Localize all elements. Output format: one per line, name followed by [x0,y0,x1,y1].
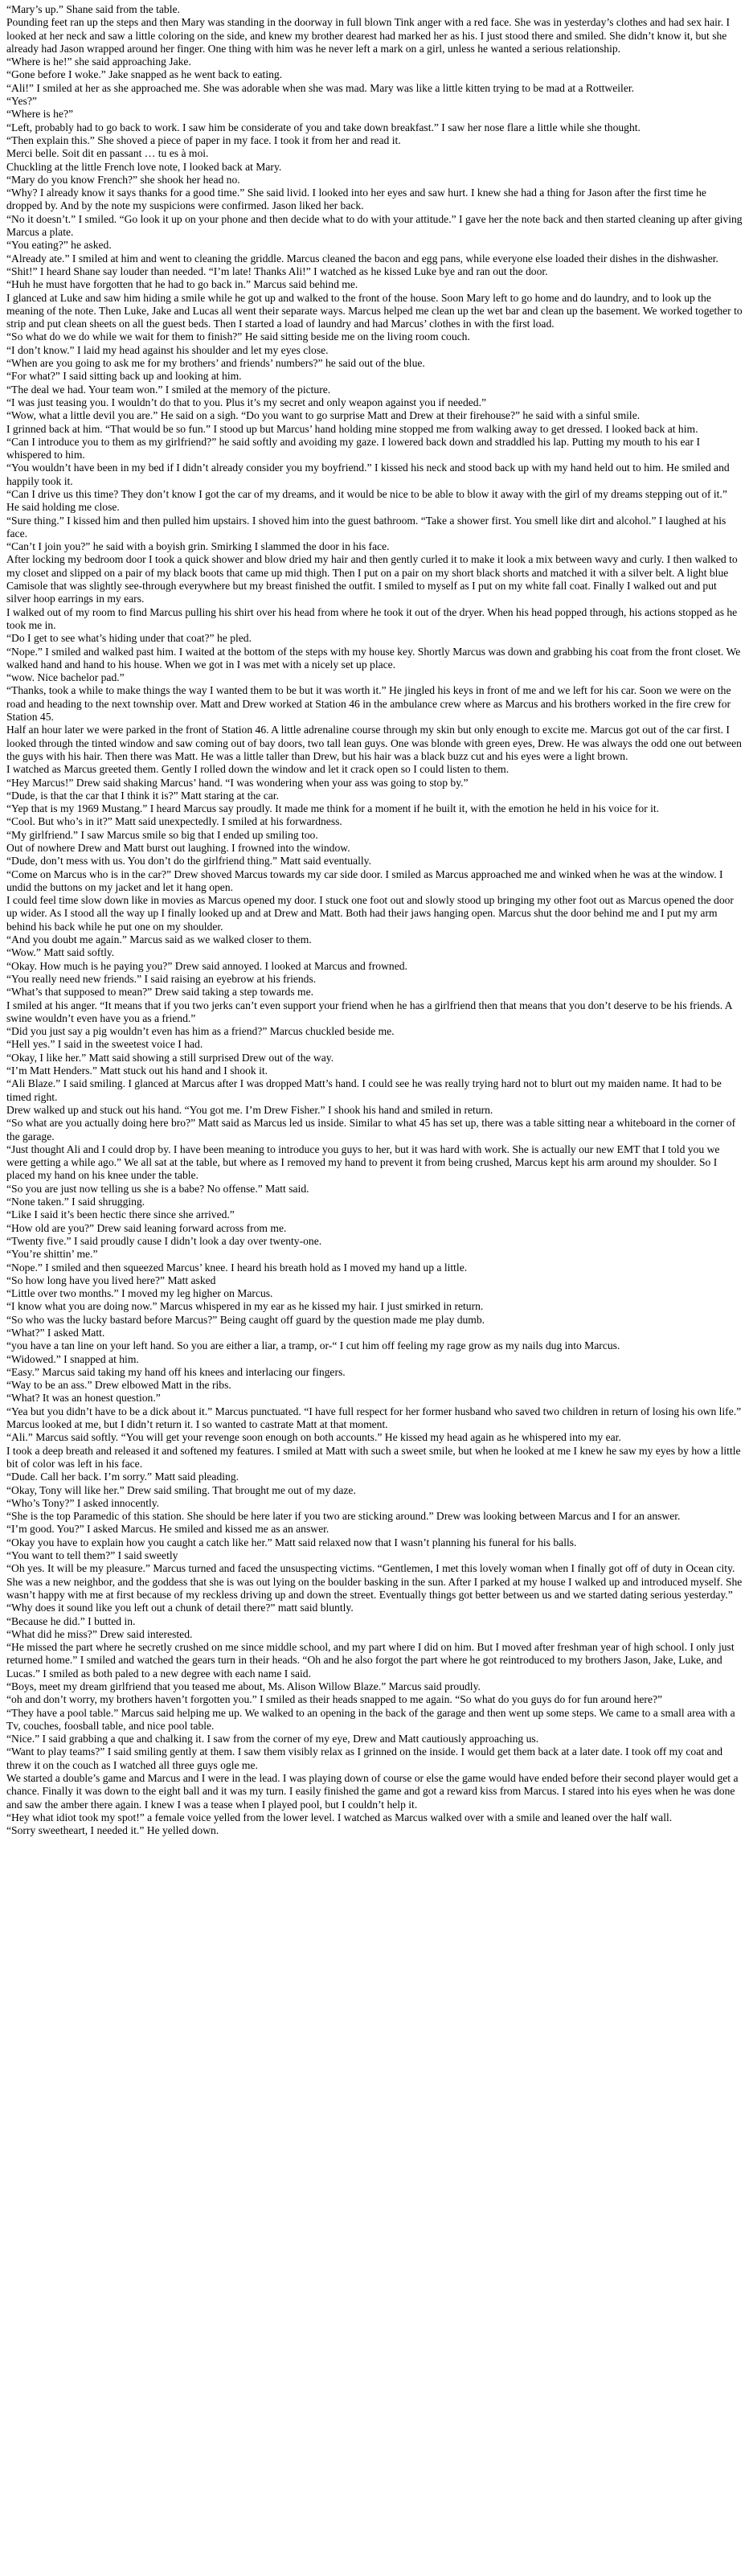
paragraph: “I know what you are doing now.” Marcus whispered in my ear as he kissed my hair. I just smirked in return. [6,1300,484,1313]
paragraph: “Do I get to see what’s hiding under that coat?” he pled. [6,632,252,645]
paragraph: “Mary’s up.” Shane said from the table. [6,3,180,15]
paragraph: “Little over two months.” I moved my leg higher on Marcus. [6,1287,273,1300]
paragraph: “Did you just say a pig wouldn’t even has him as a friend?” Marcus chuckled beside me. [6,1025,395,1038]
paragraph: Drew walked up and stuck out his hand. “You got me. I’m Drew Fisher.” I shook his hand and smiled in return. [6,1103,493,1116]
paragraph: “Okay you have to explain how you caught a catch like her.” Matt said relaxed now that I wasn’t planning his funeral for his balls. [6,1536,577,1548]
paragraph: “you have a tan line on your left hand. So you are either a liar, a tramp, or-“ I cut him off feeling my rage grow as my nails dug into Marcus. [6,1339,620,1352]
paragraph: After locking my bedroom door I took a quick shower and blow dried my hair and then gently curled it to make it look a mix between wavy and curly. I then walked to my closet and slipped on a pair of my black boots that came up mid thigh. Then I put on a pair on my short black shorts and matched it with a silver belt. A light blue Camisole that was slightly see-through everywhere but my breast finished the outfit. I smiled to myself as I put on my white fall coat. Finally I walked out and put silver hoop earrings in my ears. [6,553,738,605]
paragraph: “Can’t I join you?” he said with a boyish grin. Smirking I slammed the door in his face. [6,540,390,553]
paragraph: “I’m Matt Henders.” Matt stuck out his hand and I shook it. [6,1064,268,1077]
paragraph: “Want to play teams?” I said smiling gently at them. I saw them visibly relax as I grinned on the inside. I would get them back at a later date. I took off my coat and threw it on the couch as I watched all three guys ogle me. [6,1745,723,1771]
paragraph: “So you are just now telling us she is a babe? No offense.” Matt said. [6,1182,309,1195]
paragraph: Merci belle. Soit dit en passant … tu es à moi. [6,147,209,160]
paragraph: “Ali.” Marcus said softly. “You will get your revenge soon enough on both accounts.” He kissed my head again as he whispered into my ear. [6,1431,621,1444]
paragraph: “Sorry sweetheart, I needed it.” He yelled down. [6,1824,219,1837]
paragraph: “Widowed.” I snapped at him. [6,1352,139,1365]
paragraph: “Dude. Call her back. I’m sorry.” Matt said pleading. [6,1471,239,1483]
paragraph: “Just thought Ali and I could drop by. I have been meaning to introduce you guys to her, but it was hard with work. She is actually our new EMT that I told you we were getting a while ago.” We all sat at the table, but where as I removed my hand to prevent it from being crushed, Marcus kept his arm around my shoulder. So I placed my hand on his knee under the table. [6,1142,720,1182]
paragraph: “Nice.” I said grabbing a que and chalking it. I saw from the corner of my eye, Drew and Matt cautiously approaching us. [6,1733,539,1745]
paragraph: Pounding feet ran up the steps and then Mary was standing in the doorway in full blown Tink anger with a red face. She was in yesterday’s clothes and had sex hair. I looked at her neck and saw a little coloring on the side, and knew my brother dearest had marked her as his. I just stood there and smiled. She didn’t know it, but she already had Jason wrapped around her finger. One thing with him was he never left a mark on a girl, unless he wanted a serious relationship. [6,16,731,55]
paragraph: “Who’s Tony?” I asked innocently. [6,1496,160,1509]
paragraph: “And you doubt me again.” Marcus said as we walked closer to them. [6,933,312,946]
paragraph: Out of nowhere Drew and Matt burst out laughing. I frowned into the window. [6,842,350,854]
paragraph: “Like I said it’s been hectic there since she arrived.” [6,1208,235,1221]
paragraph: “Left, probably had to go back to work. I saw him be considerate of you and take down breakfast.” I saw her nose flare a little while she thought. [6,121,641,133]
paragraph: “Gone before I woke.” Jake snapped as he went back to eating. [6,68,283,81]
paragraph: “What’s that supposed to mean?” Drew said taking a step towards me. [6,986,314,999]
paragraph: “Why does it sound like you left out a chunk of detail there?” matt said bluntly. [6,1602,354,1614]
paragraph: “So what are you actually doing here bro?” Matt said as Marcus led us inside. Similar to what 45 has set up, there was a table sitting near a whiteboard in the corner of the garage. [6,1117,736,1142]
paragraph: Half an hour later we were parked in the front of Station 46. A little adrenaline course through my skin but only enough to excite me. Marcus got out of the car first. I looked through the tinted window and saw coming out of bay doors, two tall lean guys. One was blonde with green eyes, Drew. He was always the odd one out between the guys with his hair. Then there was Matt. He was a little taller than Drew, but his hair was a black buzz cut and his eyes were a light brown. [6,724,742,762]
paragraph: “They have a pool table.” Marcus said helping me up. We walked to an opening in the back of the garage and then went up some steps. We came to a small area with a Tv, couches, foosball table, and nice pool table. [6,1706,735,1732]
paragraph: “I was just teasing you. I wouldn’t do that to you. Plus it’s my secret and only weapon against you if needed.” [6,396,487,408]
paragraph: “He missed the part where he secretly crushed on me since middle school, and my part where I did on him. But I moved after freshman year of high school. I only just returned home.” I smiled and watched the gears turn in their heads. “Oh and he also forgot the part where he got reintroduced to my brothers Jason, Jake, Luke, and Lucas.” I smiled as both paled to a new degree with each name I said. [6,1641,735,1680]
paragraph: “Wow.” Matt said softly. [6,946,115,959]
paragraph: “Dude, don’t mess with us. You don’t do the girlfriend thing.” Matt said eventually. [6,855,371,868]
paragraph: “Can I drive us this time? They don’t know I got the car of my dreams, and it would be nice to be able to blow it away with the girl of my dreams stepping out of it.” He said holding me close. [6,487,727,514]
paragraph: “Sure thing.” I kissed him and then pulled him upstairs. I shoved him into the guest bathroom. “Take a shower first. You smell like dirt and alcohol.” I laughed at his face. [6,514,726,539]
paragraph: “What?” I asked Matt. [6,1326,105,1339]
paragraph: “Okay, I like her.” Matt said showing a still surprised Drew out of the way. [6,1051,334,1064]
paragraph: Chuckling at the little French love note, I looked back at Mary. [6,160,282,173]
paragraph: “Oh yes. It will be my pleasure.” Marcus turned and faced the unsuspecting victims. “Gentlemen, I met this lovely woman when I finally got off of duty in Ocean city. She was a new neighbor, and the goddess that she is was out lying on the boulder basking in the sun. After I parked at my house I walked up and introduced myself. She wasn’t happy with me at first because of my reckless driving up and down the street. Eventually things got better between us and we started dating serious yesterday.” [6,1562,743,1601]
paragraph: “None taken.” I said shrugging. [6,1196,145,1208]
paragraph: “Thanks, took a while to make things the way I wanted them to be but it was worth it.” He jingled his keys in front of me and we left for his car. Soon we were on the road and heading to the next township over. Matt and Drew worked at Station 46 in the ambulance crew where as Marcus and his brothers worked in the fire crew for Station 45. [6,684,731,724]
paragraph: “So who was the lucky bastard before Marcus?” Being caught off guard by the question made me play dumb. [6,1313,485,1326]
paragraph: “Okay. How much is he paying you?” Drew said annoyed. I looked at Marcus and frowned. [6,959,407,972]
paragraph: “Dude, is that the car that I think it is?” Matt staring at the car. [6,789,279,802]
paragraph: “What did he miss?” Drew said interested. [6,1627,193,1640]
paragraph: “How old are you?” Drew said leaning forward across from me. [6,1221,287,1234]
paragraph: “Mary do you know French?” she shook her head no. [6,173,240,186]
paragraph: “I don’t know.” I laid my head against his shoulder and let my eyes close. [6,343,329,356]
paragraph: I walked out of my room to find Marcus pulling his shirt over his head from where he took it out of the dryer. When his head popped through, his actions stopped as he took me in. [6,605,738,631]
paragraph: “Nope.” I smiled and then squeezed Marcus’ knee. I heard his breath hold as I moved my hand up a little. [6,1261,468,1274]
paragraph: “For what?” I said sitting back up and looking at him. [6,370,242,383]
paragraph: I grinned back at him. “That would be so fun.” I stood up but Marcus’ hand holding mine stopped me from walking away to get dressed. I looked back at him. [6,422,698,435]
paragraph: “You wouldn’t have been in my bed if I didn’t already consider you my boyfriend.” I kissed his neck and stood back up with my hand held out to him. He smiled and happily took it. [6,461,730,487]
paragraph: “I’m good. You?” I asked Marcus. He smiled and kissed me as an answer. [6,1523,329,1536]
paragraph: “Yea but you didn’t have to be a dick about it.” Marcus punctuated. “I have full respect for her former husband who saved two children in return of losing his own life.” Marcus looked at me, but I didn’t return it. I so wanted to castrate Matt at that moment. [6,1405,742,1431]
paragraph: “Where is he?” [6,108,74,121]
paragraph: “My girlfriend.” I saw Marcus smile so big that I ended up smiling too. [6,828,318,841]
paragraph: “Because he did.” I butted in. [6,1614,136,1627]
paragraph: “Hey Marcus!” Drew said shaking Marcus’ hand. “I was wondering when your ass was going to stop by.” [6,776,469,789]
paragraph: “Twenty five.” I said proudly cause I didn’t look a day over twenty-one. [6,1234,322,1247]
paragraph: “Ali Blaze.” I said smiling. I glanced at Marcus after I was dropped Matt’s hand. I could see he was really trying hard not to blurt out my maiden name. It had to be timed right. [6,1077,722,1103]
paragraph: “What? It was an honest question.” [6,1392,161,1405]
paragraph: “Way to be an ass.” Drew elbowed Matt in the ribs. [6,1379,231,1392]
paragraph: “So how long have you lived here?” Matt asked [6,1274,216,1286]
paragraph: “You want to tell them?” I said sweetly [6,1549,178,1562]
paragraph: “She is the top Paramedic of this station. She should be here later if you two are sticking around.” Drew was looking between Marcus and I for an answer. [6,1510,681,1523]
paragraph: I took a deep breath and released it and softened my features. I smiled at Matt with such a sweet smile, but when he looked at me I knew he saw my eyes by how a little bit of color was left in his face. [6,1444,741,1470]
paragraph: “You’re shittin’ me.” [6,1248,98,1261]
paragraph: “So what do we do while we wait for them to finish?” He said sitting beside me on the living room couch. [6,330,470,343]
paragraph: “No it doesn’t.” I smiled. “Go look it up on your phone and then decide what to do with your attitude.” I gave her the note back and then started cleaning up after giving Marcus a plate. [6,212,743,239]
paragraph: We started a double’s game and Marcus and I were in the lead. I was playing down of course or else the game would have ended before their second player would get a chance. Finally it was down to the eight ball and it was my turn. I easily finished the game and got a reward kiss from Marcus. I stared into his eyes when he was done and saw the amber there again. I knew I was a tease when I played pool, but I couldn’t help it. [6,1772,739,1811]
paragraph: “Wow, what a little devil you are.” He said on a sigh. “Do you want to go surprise Matt and Drew at their firehouse?” he said with a sinful smile. [6,409,641,422]
paragraph: “Ali!” I smiled at her as she approached me. She was adorable when she was mad. Mary was like a little kitten trying to be mad at a Rottweiler. [6,81,635,94]
paragraph: “Then explain this.” She shoved a piece of paper in my face. I took it from her and read it. [6,133,401,146]
paragraph: “Can I introduce you to them as my girlfriend?” he said softly and avoiding my gaze. I lowered back down and straddled his lap. Putting my mouth to his ear I whispered to him. [6,435,700,461]
paragraph: “oh and don’t worry, my brothers haven’t forgotten you.” I smiled as their heads snapped to me again. “So what do you guys do for fun around here?” [6,1693,663,1706]
paragraph: I watched as Marcus greeted them. Gently I rolled down the window and let it crack open so I could listen to them. [6,763,510,776]
paragraph: “When are you going to ask me for my brothers’ and friends’ numbers?” he said out of the blue. [6,357,425,370]
paragraph: “Huh he must have forgotten that he had to go back in.” Marcus said behind me. [6,278,358,291]
paragraph: “Easy.” Marcus said taking my hand off his knees and interlacing our fingers. [6,1365,346,1378]
paragraph: “You eating?” he asked. [6,239,112,252]
paragraph: “Yep that is my 1969 Mustang.” I heard Marcus say proudly. It made me think for a moment if he built it, with the emotion he held in his voice for it. [6,802,660,815]
paragraph: “Nope.” I smiled and walked past him. I waited at the bottom of the steps with my house key. Shortly Marcus was down and grabbing his coat from the front closet. We walked hand and hand to his house. When we got in I was met with a nicely set up place. [6,645,741,671]
paragraph: “Hell yes.” I said in the sweetest voice I had. [6,1038,203,1051]
paragraph: “Come on Marcus who is in the car?” Drew shoved Marcus towards my car side door. I smiled as Marcus approached me and winked when he was at the window. I undid the buttons on my jacket and let it hang open. [6,868,723,893]
paragraph: “Why? I already know it says thanks for a good time.” She said livid. I looked into her eyes and saw hurt. I knew she had a thing for Jason after the first time he dropped by. And by the note my suspicions were confirmed. Jason liked her back. [6,187,706,212]
paragraph: “Hey what idiot took my spot!” a female voice yelled from the lower level. I watched as Marcus walked over with a smile and leaned over the half wall. [6,1811,673,1823]
paragraph: “Okay, Tony will like her.” Drew said smiling. That brought me out of my daze. [6,1483,356,1496]
paragraph: “The deal we had. Your team won.” I smiled at the memory of the picture. [6,383,331,396]
paragraph: I smiled at his anger. “It means that if you two jerks can’t even support your friend when he has a girlfriend then that means that you don’t deserve to be his friends. A swine wouldn’t even have you as a friend.” [6,999,732,1024]
paragraph: “Already ate.” I smiled at him and went to cleaning the griddle. Marcus cleaned the bacon and egg pans, while everyone else loaded their dishes in the dishwasher. [6,252,718,265]
paragraph: “Shit!” I heard Shane say louder than needed. “I’m late! Thanks Ali!” I watched as he kissed Luke bye and ran out the door. [6,265,548,277]
paragraph: “wow. Nice bachelor pad.” [6,671,125,684]
paragraph: “You really need new friends.” I said raising an eyebrow at his friends. [6,972,317,985]
paragraph: I could feel time slow down like in movies as Marcus opened my door. I stuck one foot out and slowly stood up bringing my other foot out as Marcus opened the door up wider. As I stood all the way up I finally looked up and at Drew and Matt. Both had their jaws hanging open. Marcus shut the door behind me and I put my arm behind his back while he put one on my shoulder. [6,894,734,933]
paragraph: “Where is he!” she said approaching Jake. [6,55,191,68]
paragraph: “Yes?” [6,95,37,108]
paragraph: I glanced at Luke and saw him hiding a smile while he got up and walked to the front of the house. Soon Mary left to go home and do laundry, and to look up the meaning of the note. Then Luke, Jake and Lucas all went their separate ways. Marcus helped me clean up the wet bar and clean up the basement. We worked together to strip and put clean sheets on all the guest beds. Then I started a load of laundry and had Marcus’ clothes in with the first load. [6,291,743,330]
paragraph: “Boys, meet my dream girlfriend that you teased me about, Ms. Alison Willow Blaze.” Marcus said proudly. [6,1680,481,1692]
paragraph: “Cool. But who’s in it?” Matt said unexpectedly. I smiled at his forwardness. [6,815,342,828]
